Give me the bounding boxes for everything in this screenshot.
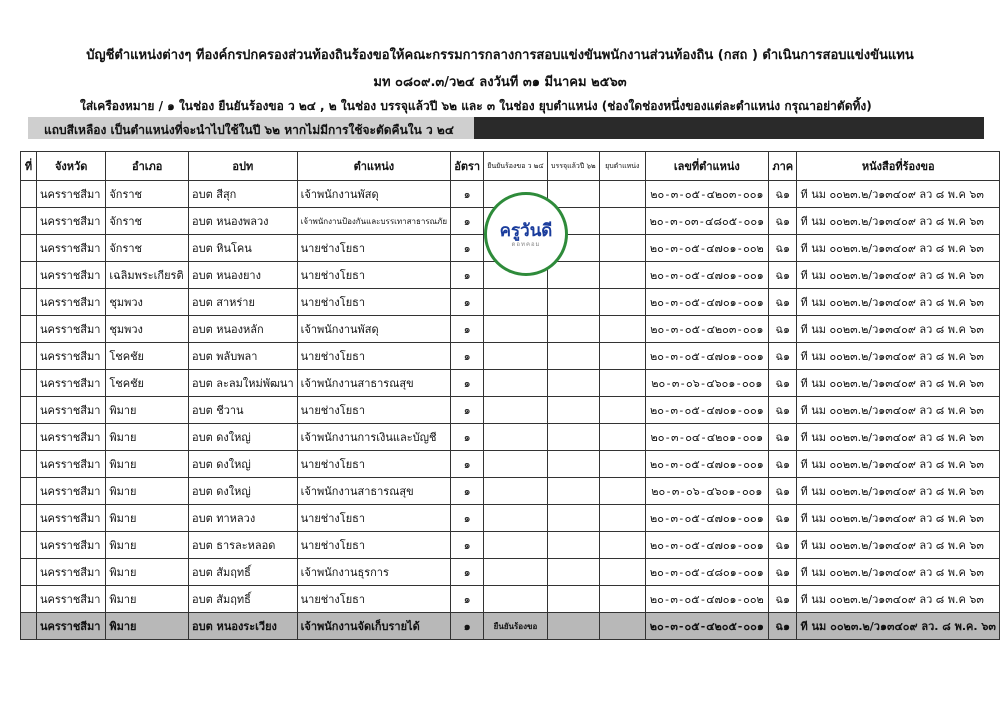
cell-region: ฉ๑ xyxy=(769,478,797,505)
cell-rate: ๑ xyxy=(451,181,484,208)
table-row xyxy=(21,478,1000,505)
cell-organization: อบต ชีวาน xyxy=(189,397,298,424)
cell-organization: อบต หนองพลวง xyxy=(189,208,298,235)
cell-province: นครราชสีมา xyxy=(36,235,105,262)
cell-organization: อบต ธารละหลอด xyxy=(189,532,298,559)
cell-filled-62 xyxy=(547,262,599,289)
col-header-rate: อัตรา xyxy=(451,152,484,181)
cell-position-number: ๒๐-๓-๐๔-๔๒๐๑-๐๐๑ xyxy=(645,424,768,451)
cell-position: นายช่างโยธา xyxy=(297,235,450,262)
table-row xyxy=(21,397,1000,424)
cell-rate: ๑ xyxy=(451,505,484,532)
cell-province: นครราชสีมา xyxy=(36,208,105,235)
cell-abolish xyxy=(599,181,645,208)
cell-district: พิมาย xyxy=(106,532,189,559)
cell-abolish xyxy=(599,397,645,424)
cell-district: พิมาย xyxy=(106,397,189,424)
col-header-province: จังหวัด xyxy=(36,152,105,181)
cell-request-letter: ที นม ๐๐๒๓.๒/ว๑๓๔๐๙ ลว. ๘ พ.ค. ๖๓ xyxy=(797,613,1000,640)
cell-confirm xyxy=(484,559,547,586)
watermark-stamp xyxy=(484,192,568,276)
table-row xyxy=(21,343,1000,370)
cell-position-number: ๒๐-๓-๐๓-๔๘๐๕-๐๐๑ xyxy=(645,208,768,235)
cell-request-letter: ที นม ๐๐๒๓.๒/ว๑๓๔๐๙ ลว ๘ พ.ค ๖๓ xyxy=(797,478,1000,505)
banner-dark-band xyxy=(474,117,984,139)
cell-organization: อบต ดงใหญ่ xyxy=(189,478,298,505)
cell-region: ฉ๑ xyxy=(769,262,797,289)
cell-rate: ๑ xyxy=(451,559,484,586)
cell-rate: ๑ xyxy=(451,424,484,451)
col-header-region: ภาค xyxy=(769,152,797,181)
highlight-banner xyxy=(28,117,984,139)
banner-text: แถบสีเหลือง เป็นตำแหน่งที่จะนำไปใช้ในปี ๖๒ หากไม่มีการใช้จะตัดคืนใน ว ๒๔ xyxy=(44,123,454,137)
col-header-confirm: ยืนยันร้องขอ ว ๒๔ xyxy=(484,152,547,181)
cell-request-letter: ที นม ๐๐๒๓.๒/ว๑๓๔๐๙ ลว ๘ พ.ค ๖๓ xyxy=(797,424,1000,451)
cell-request-letter: ที นม ๐๐๒๓.๒/ว๑๓๔๐๙ ลว ๘ พ.ค ๖๓ xyxy=(797,262,1000,289)
col-header-organization: อปท xyxy=(189,152,298,181)
cell-index xyxy=(21,532,37,559)
cell-confirm xyxy=(484,586,547,613)
cell-province: นครราชสีมา xyxy=(36,559,105,586)
cell-position: นายช่างโยธา xyxy=(297,262,450,289)
cell-position-number: ๒๐-๓-๐๕-๔๗๐๑-๐๐๑ xyxy=(645,289,768,316)
cell-district: พิมาย xyxy=(106,478,189,505)
cell-index xyxy=(21,505,37,532)
cell-organization: อบต สัมฤทธิ์ xyxy=(189,559,298,586)
col-header-position-number: เลขที่ตำแหน่ง xyxy=(645,152,768,181)
cell-organization: อบต หินโคน xyxy=(189,235,298,262)
table-row xyxy=(21,451,1000,478)
cell-request-letter: ที นม ๐๐๒๓.๒/ว๑๓๔๐๙ ลว ๘ พ.ค ๖๓ xyxy=(797,559,1000,586)
cell-province: นครราชสีมา xyxy=(36,181,105,208)
cell-filled-62 xyxy=(547,451,599,478)
cell-abolish xyxy=(599,316,645,343)
cell-rate: ๑ xyxy=(451,262,484,289)
cell-region: ฉ๑ xyxy=(769,559,797,586)
cell-region: ฉ๑ xyxy=(769,343,797,370)
cell-province: นครราชสีมา xyxy=(36,613,105,640)
cell-organization: อบต หนองยาง xyxy=(189,262,298,289)
cell-region: ฉ๑ xyxy=(769,424,797,451)
cell-abolish xyxy=(599,343,645,370)
cell-rate: ๑ xyxy=(451,370,484,397)
cell-province: นครราชสีมา xyxy=(36,316,105,343)
cell-position: เจ้าพนักงานการเงินและบัญชี xyxy=(297,424,450,451)
cell-rate: ๑ xyxy=(451,208,484,235)
cell-position-number: ๒๐-๓-๐๕-๔๗๐๑-๐๐๑ xyxy=(645,451,768,478)
cell-district: พิมาย xyxy=(106,586,189,613)
cell-confirm xyxy=(484,316,547,343)
cell-filled-62 xyxy=(547,505,599,532)
cell-position-number: ๒๐-๓-๐๕-๔๗๐๑-๐๐๒ xyxy=(645,235,768,262)
cell-position-number: ๒๐-๓-๐๕-๔๗๐๑-๐๐๒ xyxy=(645,586,768,613)
cell-filled-62 xyxy=(547,478,599,505)
cell-rate: ๑ xyxy=(451,613,484,640)
cell-district: เฉลิมพระเกียรติ xyxy=(106,262,189,289)
cell-position: เจ้าพนักงานป้องกันและบรรเทาสาธารณภัย xyxy=(297,208,450,235)
cell-index xyxy=(21,262,37,289)
cell-position: เจ้าพนักงานธุรการ xyxy=(297,559,450,586)
cell-position-number: ๒๐-๓-๐๕-๔๗๐๑-๐๐๑ xyxy=(645,532,768,559)
col-header-index: ที่ xyxy=(21,152,37,181)
cell-rate: ๑ xyxy=(451,397,484,424)
cell-rate: ๑ xyxy=(451,343,484,370)
cell-province: นครราชสีมา xyxy=(36,505,105,532)
cell-region: ฉ๑ xyxy=(769,613,797,640)
cell-position-number: ๒๐-๓-๐๕-๔๒๐๓-๐๐๑ xyxy=(645,181,768,208)
cell-rate: ๑ xyxy=(451,451,484,478)
cell-request-letter: ที นม ๐๐๒๓.๒/ว๑๓๔๐๙ ลว ๘ พ.ค ๖๓ xyxy=(797,235,1000,262)
cell-region: ฉ๑ xyxy=(769,505,797,532)
cell-province: นครราชสีมา xyxy=(36,451,105,478)
cell-district: ชุมพวง xyxy=(106,289,189,316)
cell-confirm xyxy=(484,370,547,397)
cell-rate: ๑ xyxy=(451,289,484,316)
cell-position: นายช่างโยธา xyxy=(297,586,450,613)
cell-organization: อบต สีสุก xyxy=(189,181,298,208)
col-header-position: ตำแหน่ง xyxy=(297,152,450,181)
cell-index xyxy=(21,181,37,208)
table-row xyxy=(21,532,1000,559)
cell-district: โชคชัย xyxy=(106,343,189,370)
cell-district: พิมาย xyxy=(106,559,189,586)
cell-position: เจ้าพนักงานพัสดุ xyxy=(297,316,450,343)
stamp-subtext: ดอทคอม xyxy=(511,241,541,248)
cell-district: โชคชัย xyxy=(106,370,189,397)
cell-province: นครราชสีมา xyxy=(36,586,105,613)
cell-region: ฉ๑ xyxy=(769,586,797,613)
cell-index xyxy=(21,343,37,370)
cell-index xyxy=(21,289,37,316)
cell-organization: อบต ละลมใหม่พัฒนา xyxy=(189,370,298,397)
cell-index xyxy=(21,451,37,478)
cell-filled-62 xyxy=(547,343,599,370)
cell-position-number: ๒๐-๓-๐๕-๔๗๐๑-๐๐๑ xyxy=(645,262,768,289)
cell-province: นครราชสีมา xyxy=(36,370,105,397)
cell-position: นายช่างโยธา xyxy=(297,505,450,532)
instruction-line: ใส่เครืองหมาย / ๑ ในช่อง ยืนยันร้องขอ ว ๒๔ , ๒ ในช่อง บรรจุแล้วปี ๖๒ และ ๓ ในช่อง ยุบตำแหน่ง (ช่องใดช่องหนึ่งของแต่ละตำแหน่ง กรุณาอย่าตัดทิ้ง) xyxy=(80,99,872,113)
cell-province: นครราชสีมา xyxy=(36,262,105,289)
cell-position: เจ้าพนักงานสาธารณสุข xyxy=(297,370,450,397)
cell-index xyxy=(21,559,37,586)
table-row xyxy=(21,505,1000,532)
cell-position-number: ๒๐-๓-๐๕-๔๒๐๓-๐๐๑ xyxy=(645,316,768,343)
cell-filled-62 xyxy=(547,397,599,424)
cell-organization: อบต สัมฤทธิ์ xyxy=(189,586,298,613)
cell-request-letter: ที นม ๐๐๒๓.๒/ว๑๓๔๐๙ ลว ๘ พ.ค ๖๓ xyxy=(797,451,1000,478)
cell-index xyxy=(21,370,37,397)
cell-confirm xyxy=(484,343,547,370)
cell-organization: อบต พลับพลา xyxy=(189,343,298,370)
cell-request-letter: ที นม ๐๐๒๓.๒/ว๑๓๔๐๙ ลว ๘ พ.ค ๖๓ xyxy=(797,316,1000,343)
cell-organization: อบต หนองหลัก xyxy=(189,316,298,343)
table-row xyxy=(21,586,1000,613)
cell-rate: ๑ xyxy=(451,316,484,343)
cell-district: ชุมพวง xyxy=(106,316,189,343)
cell-region: ฉ๑ xyxy=(769,289,797,316)
cell-region: ฉ๑ xyxy=(769,532,797,559)
document-title: บัญชีตำแหน่งต่างๆ ทีองค์กรปกครองส่วนท้องถินร้องขอให้คณะกรรมการกลางการสอบแข่งขันพนักงานส่วนท้องถิน (กสถ ) ดำเนินการสอบแข่งขันแทน xyxy=(86,48,914,63)
cell-province: นครราชสีมา xyxy=(36,343,105,370)
cell-abolish xyxy=(599,532,645,559)
col-header-abolish: ยุบตำแหน่ง xyxy=(599,152,645,181)
cell-request-letter: ที นม ๐๐๒๓.๒/ว๑๓๔๐๙ ลว ๘ พ.ค ๖๓ xyxy=(797,586,1000,613)
cell-index xyxy=(21,397,37,424)
cell-confirm xyxy=(484,397,547,424)
col-header-request-letter: หนังสือที่ร้องขอ xyxy=(797,152,1000,181)
cell-abolish xyxy=(599,586,645,613)
col-header-district: อำเภอ xyxy=(106,152,189,181)
cell-region: ฉ๑ xyxy=(769,397,797,424)
cell-province: นครราชสีมา xyxy=(36,478,105,505)
cell-position-number: ๒๐-๓-๐๖-๔๖๐๑-๐๐๑ xyxy=(645,478,768,505)
cell-position-number: ๒๐-๓-๐๕-๔๒๐๕-๐๐๑ xyxy=(645,613,768,640)
cell-index xyxy=(21,316,37,343)
cell-organization: อบต ทาหลวง xyxy=(189,505,298,532)
cell-filled-62 xyxy=(547,559,599,586)
cell-position: นายช่างโยธา xyxy=(297,532,450,559)
cell-abolish xyxy=(599,370,645,397)
cell-filled-62 xyxy=(547,370,599,397)
cell-position-number: ๒๐-๓-๐๖-๔๖๐๑-๐๐๑ xyxy=(645,370,768,397)
cell-confirm xyxy=(484,289,547,316)
cell-confirm xyxy=(484,478,547,505)
cell-abolish xyxy=(599,559,645,586)
table-row xyxy=(21,613,1000,640)
table-header-row xyxy=(21,152,1000,181)
cell-rate: ๑ xyxy=(451,532,484,559)
cell-filled-62 xyxy=(547,289,599,316)
cell-province: นครราชสีมา xyxy=(36,397,105,424)
cell-confirm: ยืนยันร้องขอ xyxy=(484,613,547,640)
cell-abolish xyxy=(599,451,645,478)
cell-request-letter: ที นม ๐๐๒๓.๒/ว๑๓๔๐๙ ลว ๘ พ.ค ๖๓ xyxy=(797,181,1000,208)
cell-request-letter: ที นม ๐๐๒๓.๒/ว๑๓๔๐๙ ลว ๘ พ.ค ๖๓ xyxy=(797,289,1000,316)
cell-filled-62 xyxy=(547,613,599,640)
cell-abolish xyxy=(599,424,645,451)
cell-region: ฉ๑ xyxy=(769,370,797,397)
cell-region: ฉ๑ xyxy=(769,451,797,478)
cell-rate: ๑ xyxy=(451,586,484,613)
cell-request-letter: ที นม ๐๐๒๓.๒/ว๑๓๔๐๙ ลว ๘ พ.ค ๖๓ xyxy=(797,505,1000,532)
cell-index xyxy=(21,424,37,451)
cell-organization: อบต หนองระเวียง xyxy=(189,613,298,640)
cell-confirm xyxy=(484,505,547,532)
cell-filled-62 xyxy=(547,586,599,613)
cell-confirm xyxy=(484,532,547,559)
cell-position-number: ๒๐-๓-๐๕-๔๗๐๑-๐๐๑ xyxy=(645,397,768,424)
cell-index xyxy=(21,235,37,262)
cell-organization: อบต ดงใหญ่ xyxy=(189,451,298,478)
cell-filled-62 xyxy=(547,532,599,559)
col-header-filled-62: บรรจุแล้วปี ๖๒ xyxy=(547,152,599,181)
cell-region: ฉ๑ xyxy=(769,208,797,235)
cell-position: เจ้าพนักงานพัสดุ xyxy=(297,181,450,208)
cell-index xyxy=(21,478,37,505)
cell-filled-62 xyxy=(547,424,599,451)
cell-district: จักราช xyxy=(106,208,189,235)
cell-position-number: ๒๐-๓-๐๕-๔๘๐๑-๐๐๑ xyxy=(645,559,768,586)
cell-index xyxy=(21,208,37,235)
cell-position: นายช่างโยธา xyxy=(297,397,450,424)
cell-organization: อบต สาหร่าย xyxy=(189,289,298,316)
cell-province: นครราชสีมา xyxy=(36,289,105,316)
cell-district: จักราช xyxy=(106,235,189,262)
stamp-text: ครูวันดี xyxy=(499,221,553,241)
cell-abolish xyxy=(599,235,645,262)
cell-province: นครราชสีมา xyxy=(36,424,105,451)
table-row xyxy=(21,316,1000,343)
cell-request-letter: ที นม ๐๐๒๓.๒/ว๑๓๔๐๙ ลว ๘ พ.ค ๖๓ xyxy=(797,343,1000,370)
cell-position-number: ๒๐-๓-๐๕-๔๗๐๑-๐๐๑ xyxy=(645,505,768,532)
cell-district: พิมาย xyxy=(106,505,189,532)
cell-abolish xyxy=(599,262,645,289)
cell-district: พิมาย xyxy=(106,613,189,640)
cell-request-letter: ที นม ๐๐๒๓.๒/ว๑๓๔๐๙ ลว ๘ พ.ค ๖๓ xyxy=(797,208,1000,235)
cell-district: พิมาย xyxy=(106,451,189,478)
cell-organization: อบต ดงใหญ่ xyxy=(189,424,298,451)
cell-abolish xyxy=(599,478,645,505)
cell-abolish xyxy=(599,208,645,235)
cell-index xyxy=(21,613,37,640)
cell-district: จักราช xyxy=(106,181,189,208)
document-reference: มท ๐๘๐๙.๓/ว๒๔ ลงวันที ๓๑ มีนาคม ๒๕๖๓ xyxy=(373,75,627,90)
cell-position: นายช่างโยธา xyxy=(297,289,450,316)
cell-abolish xyxy=(599,613,645,640)
table-row xyxy=(21,559,1000,586)
cell-abolish xyxy=(599,505,645,532)
cell-rate: ๑ xyxy=(451,478,484,505)
cell-abolish xyxy=(599,289,645,316)
cell-region: ฉ๑ xyxy=(769,181,797,208)
cell-position: เจ้าพนักงานสาธารณสุข xyxy=(297,478,450,505)
cell-position: นายช่างโยธา xyxy=(297,343,450,370)
cell-request-letter: ที นม ๐๐๒๓.๒/ว๑๓๔๐๙ ลว ๘ พ.ค ๖๓ xyxy=(797,397,1000,424)
cell-rate: ๑ xyxy=(451,235,484,262)
table-row xyxy=(21,289,1000,316)
table-row xyxy=(21,424,1000,451)
cell-index xyxy=(21,586,37,613)
cell-request-letter: ที นม ๐๐๒๓.๒/ว๑๓๔๐๙ ลว ๘ พ.ค ๖๓ xyxy=(797,532,1000,559)
cell-position: นายช่างโยธา xyxy=(297,451,450,478)
cell-confirm xyxy=(484,424,547,451)
cell-position-number: ๒๐-๓-๐๕-๔๗๐๑-๐๐๑ xyxy=(645,343,768,370)
cell-request-letter: ที นม ๐๐๒๓.๒/ว๑๓๔๐๙ ลว ๘ พ.ค ๖๓ xyxy=(797,370,1000,397)
cell-confirm xyxy=(484,451,547,478)
cell-filled-62 xyxy=(547,316,599,343)
cell-region: ฉ๑ xyxy=(769,235,797,262)
cell-region: ฉ๑ xyxy=(769,316,797,343)
cell-position: เจ้าพนักงานจัดเก็บรายได้ xyxy=(297,613,450,640)
cell-district: พิมาย xyxy=(106,424,189,451)
cell-province: นครราชสีมา xyxy=(36,532,105,559)
table-row xyxy=(21,370,1000,397)
